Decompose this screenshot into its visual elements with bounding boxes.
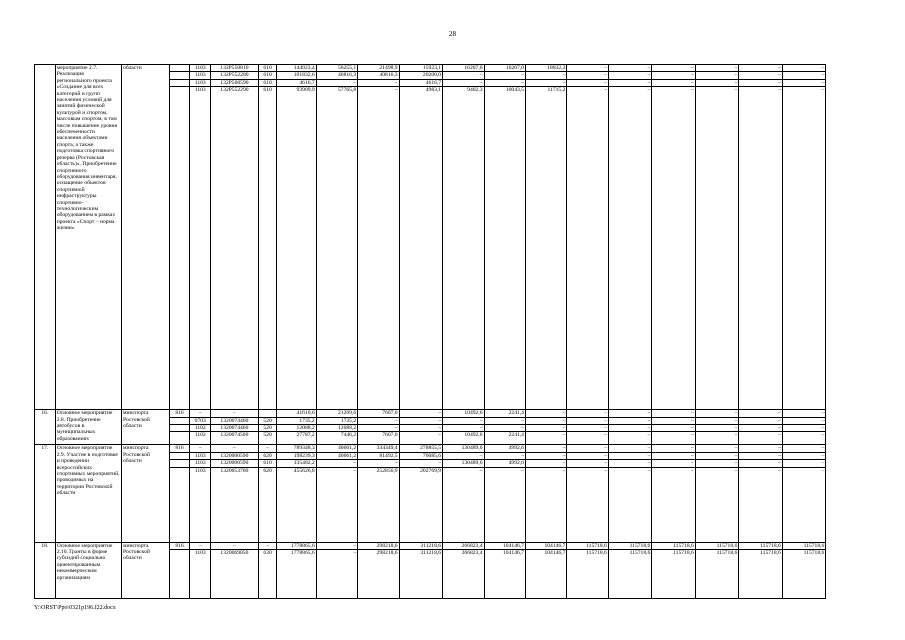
cell-rzpr: –	[190, 542, 211, 549]
cell-name: Основное мероприятие 2.8. Приобретение автобусов в муниципальных образованиях	[55, 410, 121, 445]
cell-y2026: –	[608, 410, 652, 417]
cell-y2023: –	[484, 425, 525, 432]
cell-vr: 610	[258, 79, 277, 86]
cell-y2019: –	[316, 79, 357, 86]
cell-y2023: 10043,5	[484, 87, 525, 410]
cell-y2027: –	[652, 467, 696, 542]
cell-total: 1735,2	[277, 417, 316, 424]
cell-y2029: –	[739, 452, 783, 459]
cell-y2022: –	[443, 417, 484, 424]
cell-y2019: 12088,2	[316, 425, 357, 432]
cell-total: 1778865,6	[277, 550, 316, 599]
cell-y2021: 311218,6	[399, 550, 443, 599]
cell-y2027: –	[652, 460, 696, 467]
cell-total: 198239,3	[277, 452, 316, 459]
cell-y2019: 1735,2	[316, 417, 357, 424]
cell-csr: 1320000590	[211, 460, 259, 467]
cell-y2021: –	[399, 425, 443, 432]
cell-y2029: –	[739, 445, 783, 452]
cell-y2021: 311218,6	[399, 542, 443, 549]
cell-vr: 610	[258, 460, 277, 467]
cell-vr: –	[258, 445, 277, 452]
cell-y2019: –	[316, 550, 357, 599]
cell-y2028: –	[695, 417, 739, 424]
cell-vr: 520	[258, 432, 277, 445]
cell-y2025: –	[567, 425, 608, 432]
cell-y2028: –	[695, 87, 739, 410]
cell-total: 12088,2	[277, 425, 316, 432]
cell-total: 27787,2	[277, 432, 316, 445]
cell-y2026: –	[608, 425, 652, 432]
cell-rzpr: 1103	[190, 452, 211, 459]
cell-y2026: 115718,6	[608, 542, 652, 549]
table-row	[35, 445, 870, 452]
cell-y2029: –	[739, 79, 783, 86]
cell-total: 93909,9	[277, 87, 316, 410]
cell-y2021: 4616,7	[399, 79, 443, 86]
cell-y2020: –	[358, 79, 399, 86]
cell-y2028: –	[695, 460, 739, 467]
cell-y2028: –	[695, 410, 739, 417]
cell-y2027: –	[652, 72, 696, 79]
cell-y2022: 9402,3	[443, 87, 484, 410]
cell-csr: 1320069050	[211, 550, 259, 599]
cell-y2028: –	[695, 79, 739, 86]
cell-vr: 620	[258, 452, 277, 459]
cell-rzpr: 1102	[190, 425, 211, 432]
cell-y2030: –	[782, 425, 826, 432]
cell-rzpr: 1103	[190, 460, 211, 467]
cell-y2022: 10492,6	[443, 432, 484, 445]
cell-y2025: –	[567, 432, 608, 445]
cell-y2023: 104146,7	[484, 550, 525, 599]
cell-y2019: 21269,6	[316, 410, 357, 417]
cell-rzpr: 1102	[190, 432, 211, 445]
cell-y2019: 57765,8	[316, 87, 357, 410]
cell-y2026: –	[608, 460, 652, 467]
cell-y2025: –	[567, 460, 608, 467]
cell-y2020: 252856,9	[358, 467, 399, 542]
cell-vr: –	[258, 542, 277, 549]
cell-y2029: –	[739, 410, 783, 417]
cell-y2025: –	[567, 452, 608, 459]
cell-vr	[258, 410, 277, 417]
cell-y2029: –	[739, 72, 783, 79]
cell-y2023: 2241,4	[484, 432, 525, 445]
cell-y2022: –	[443, 72, 484, 79]
cell-csr: –	[211, 410, 259, 417]
cell-csr: 1320074500	[211, 432, 259, 445]
table-body	[35, 65, 870, 599]
cell-num: 18.	[35, 542, 56, 598]
cell-y2024: 18832,3	[525, 65, 566, 72]
cell-y2029: –	[739, 432, 783, 445]
cell-y2024: –	[525, 432, 566, 445]
cell-rzpr: 1103	[190, 79, 211, 86]
cell-csr: –	[211, 542, 259, 549]
cell-vr: 520	[258, 417, 277, 424]
cell-y2029: 115718,6	[739, 550, 783, 599]
cell-y2024: –	[525, 417, 566, 424]
cell-y2028: –	[695, 452, 739, 459]
cell-y2028: –	[695, 72, 739, 79]
cell-y2023: 104146,7	[484, 542, 525, 549]
cell-y2027: 115718,6	[652, 542, 696, 549]
cell-name: Основное мероприятие 2.10. Гранты в форме субсидий социально ориентированным некоммерческим организациям	[55, 542, 121, 598]
cell-y2019: 7446,2	[316, 432, 357, 445]
cell-grbs	[169, 425, 190, 432]
cell-y2025: –	[567, 79, 608, 86]
cell-y2021: 15923,1	[399, 65, 443, 72]
cell-y2027: 115718,6	[652, 550, 696, 599]
cell-y2022: 16207,0	[443, 65, 484, 72]
cell-exec: минспорта Ростовской области	[122, 542, 170, 598]
cell-y2030: –	[782, 87, 826, 410]
cell-y2022: –	[443, 452, 484, 459]
cell-y2020: 7607,0	[358, 432, 399, 445]
cell-total: 41610,6	[277, 410, 316, 417]
cell-grbs	[169, 87, 190, 410]
cell-y2023: 16207,0	[484, 65, 525, 72]
cell-y2024: –	[525, 445, 566, 452]
cell-y2025: –	[567, 65, 608, 72]
budget-table	[34, 64, 870, 599]
cell-csr: 132P552280	[211, 72, 259, 79]
cell-vr: 610	[258, 65, 277, 72]
cell-y2025: 115718,6	[567, 542, 608, 549]
cell-y2022: –	[443, 467, 484, 542]
cell-y2024: –	[525, 410, 566, 417]
cell-y2028: –	[695, 467, 739, 542]
cell-y2026: –	[608, 417, 652, 424]
cell-y2021: –	[399, 410, 443, 417]
cell-exec: минспорта Ростовской области	[122, 410, 170, 445]
cell-vr: 610	[258, 72, 277, 79]
cell-y2026: –	[608, 432, 652, 445]
cell-y2028: –	[695, 432, 739, 445]
cell-grbs	[169, 79, 190, 86]
cell-exec: минспорта Ростовской области	[122, 445, 170, 542]
cell-y2028: –	[695, 65, 739, 72]
cell-y2022: 266823,4	[443, 550, 484, 599]
cell-grbs	[169, 432, 190, 445]
cell-y2027: –	[652, 79, 696, 86]
cell-y2030: 115718,6	[782, 550, 826, 599]
cell-y2030: –	[782, 79, 826, 86]
cell-y2023: 4992,6	[484, 460, 525, 467]
cell-y2024: –	[525, 72, 566, 79]
cell-rzpr: 1103	[190, 550, 211, 599]
cell-rzpr: 1103	[190, 467, 211, 542]
cell-y2025: –	[567, 417, 608, 424]
cell-y2022: 130489,6	[443, 445, 484, 452]
cell-rzpr: 1103	[190, 65, 211, 72]
cell-y2022: 130489,6	[443, 460, 484, 467]
cell-grbs	[169, 467, 190, 542]
cell-y2021: –	[399, 432, 443, 445]
cell-csr: 1320074460	[211, 425, 259, 432]
cell-y2020: 334349,4	[358, 445, 399, 452]
cell-y2019: –	[316, 460, 357, 467]
cell-y2020: –	[358, 87, 399, 410]
cell-total: 135482,2	[277, 460, 316, 467]
cell-rzpr: 0703	[190, 417, 211, 424]
cell-csr: 1320074460	[211, 417, 259, 424]
cell-y2025: –	[567, 87, 608, 410]
cell-y2019: –	[316, 467, 357, 542]
cell-y2029: –	[739, 65, 783, 72]
cell-y2030: –	[782, 445, 826, 452]
cell-y2026: –	[608, 65, 652, 72]
cell-num: 17.	[35, 445, 56, 542]
cell-y2021: –	[399, 460, 443, 467]
cell-y2021: 20200,0	[399, 72, 443, 79]
cell-y2021: 76085,6	[399, 452, 443, 459]
cell-y2020: 40816,3	[358, 72, 399, 79]
cell-y2024: –	[525, 79, 566, 86]
cell-y2020: 298218,6	[358, 542, 399, 549]
cell-csr: –	[211, 445, 259, 452]
cell-csr: 1320053700	[211, 467, 259, 542]
cell-y2019: –	[316, 542, 357, 549]
cell-y2028: 115718,6	[695, 542, 739, 549]
cell-y2020: 21498,9	[358, 65, 399, 72]
cell-y2027: –	[652, 425, 696, 432]
cell-vr: 610	[258, 87, 277, 410]
cell-y2020: –	[358, 460, 399, 467]
cell-rzpr: 1103	[190, 72, 211, 79]
cell-grbs: 816	[169, 542, 190, 549]
cell-y2023: –	[484, 452, 525, 459]
cell-y2026: –	[608, 72, 652, 79]
page-number: 28	[449, 30, 456, 38]
cell-y2030: –	[782, 432, 826, 445]
cell-y2028: 115718,6	[695, 550, 739, 599]
cell-y2022: 10492,6	[443, 410, 484, 417]
cell-y2019: 40661,2	[316, 452, 357, 459]
cell-y2030: –	[782, 417, 826, 424]
cell-y2027: –	[652, 417, 696, 424]
cell-y2026: –	[608, 87, 652, 410]
cell-vr: 620	[258, 467, 277, 542]
cell-y2025: 115718,6	[567, 550, 608, 599]
cell-y2028: –	[695, 425, 739, 432]
cell-y2030: –	[782, 65, 826, 72]
footer-file-path: Y:\ORST\Ppo\0321p196.f22.docx	[34, 605, 116, 611]
cell-y2021: –	[399, 417, 443, 424]
cell-y2030: –	[782, 452, 826, 459]
cell-csr: 1320000590	[211, 452, 259, 459]
cell-y2027: –	[652, 87, 696, 410]
cell-vr: 520	[258, 425, 277, 432]
cell-y2025: –	[567, 72, 608, 79]
cell-y2024: –	[525, 452, 566, 459]
cell-name: мероприятие 2.7. Реализация регионального проекта «Создание для всех категорий и групп населения условий для занятий физической культурой и спортом, массовым спортом, в том числе повышение уровня обеспеченности населения объектами спорта, а также подготовка спортивного резерва (Ростовская область)». Приобретение спортивного оборудования инвентаря, оснащение объектов спортивной инфраструктуры спортивно-технологическим оборудованием в рамках проекта «Спорт – норма жизни»	[55, 65, 121, 410]
cell-y2029: 115718,6	[739, 542, 783, 549]
cell-y2019: 40816,3	[316, 72, 357, 79]
cell-y2027: –	[652, 432, 696, 445]
cell-y2027: –	[652, 65, 696, 72]
cell-y2030: 115718,6	[782, 542, 826, 549]
cell-exec: области	[122, 65, 170, 410]
cell-num	[35, 65, 56, 410]
cell-total: 101832,6	[277, 72, 316, 79]
cell-y2025: –	[567, 467, 608, 542]
cell-name: Основное мероприятие 2.9. Участие в подготовке и проведении всероссийских спортивных мероприятий, проводимых на территории Ростовской области	[55, 445, 121, 542]
cell-y2020: 81492,5	[358, 452, 399, 459]
cell-y2023: 2241,4	[484, 410, 525, 417]
cell-y2029: –	[739, 460, 783, 467]
cell-y2024: –	[525, 425, 566, 432]
cell-grbs	[169, 452, 190, 459]
cell-y2024: 104146,7	[525, 550, 566, 599]
table-row	[35, 410, 870, 417]
cell-total: 455626,8	[277, 467, 316, 542]
cell-y2020: 298218,6	[358, 550, 399, 599]
cell-y2025: –	[567, 445, 608, 452]
cell-y2029: –	[739, 87, 783, 410]
cell-rzpr: –	[190, 410, 211, 417]
cell-y2029: –	[739, 417, 783, 424]
table-row	[35, 542, 870, 549]
cell-total: 1778865,6	[277, 542, 316, 549]
cell-y2019: 40661,2	[316, 445, 357, 452]
cell-total: 4616,7	[277, 79, 316, 86]
cell-grbs	[169, 65, 190, 72]
cell-grbs	[169, 460, 190, 467]
cell-y2022: 266823,4	[443, 542, 484, 549]
cell-y2027: –	[652, 410, 696, 417]
cell-y2024: –	[525, 460, 566, 467]
cell-y2022: –	[443, 79, 484, 86]
table-row	[35, 65, 870, 72]
cell-total: 789348,3	[277, 445, 316, 452]
cell-y2030: –	[782, 410, 826, 417]
cell-y2023: 4992,6	[484, 445, 525, 452]
cell-vr: 630	[258, 550, 277, 599]
cell-y2022: –	[443, 425, 484, 432]
cell-y2030: –	[782, 72, 826, 79]
cell-y2028: –	[695, 445, 739, 452]
cell-y2020: –	[358, 425, 399, 432]
cell-y2020: –	[358, 417, 399, 424]
cell-y2024: 104146,7	[525, 542, 566, 549]
cell-y2023: –	[484, 79, 525, 86]
cell-y2029: –	[739, 467, 783, 542]
cell-csr: 132P552290	[211, 87, 259, 410]
cell-total: 144923,4	[277, 65, 316, 72]
cell-y2023: –	[484, 417, 525, 424]
cell-rzpr: –	[190, 445, 211, 452]
cell-y2019: 56255,1	[316, 65, 357, 72]
cell-grbs	[169, 72, 190, 79]
cell-y2026: –	[608, 445, 652, 452]
cell-grbs	[169, 550, 190, 599]
cell-grbs: 816	[169, 445, 190, 452]
cell-y2025: –	[567, 410, 608, 417]
cell-csr: 132P550810	[211, 65, 259, 72]
cell-grbs	[169, 417, 190, 424]
cell-y2024: 11715,2	[525, 87, 566, 410]
cell-y2027: –	[652, 452, 696, 459]
cell-y2021: 278855,5	[399, 445, 443, 452]
cell-y2030: –	[782, 460, 826, 467]
cell-y2030: –	[782, 467, 826, 542]
cell-y2020: 7607,0	[358, 410, 399, 417]
cell-y2021: 4983,1	[399, 87, 443, 410]
cell-rzpr: 1103	[190, 87, 211, 410]
cell-y2023: –	[484, 467, 525, 542]
cell-y2024: –	[525, 467, 566, 542]
cell-y2029: –	[739, 425, 783, 432]
cell-y2027: –	[652, 445, 696, 452]
cell-y2023: –	[484, 72, 525, 79]
cell-y2026: –	[608, 467, 652, 542]
cell-y2026: –	[608, 79, 652, 86]
cell-csr: 132P500590	[211, 79, 259, 86]
cell-y2021: 202769,9	[399, 467, 443, 542]
cell-y2026: 115718,6	[608, 550, 652, 599]
cell-num: 16.	[35, 410, 56, 445]
cell-grbs: 816	[169, 410, 190, 417]
cell-y2026: –	[608, 452, 652, 459]
budget-table-container	[34, 64, 870, 599]
